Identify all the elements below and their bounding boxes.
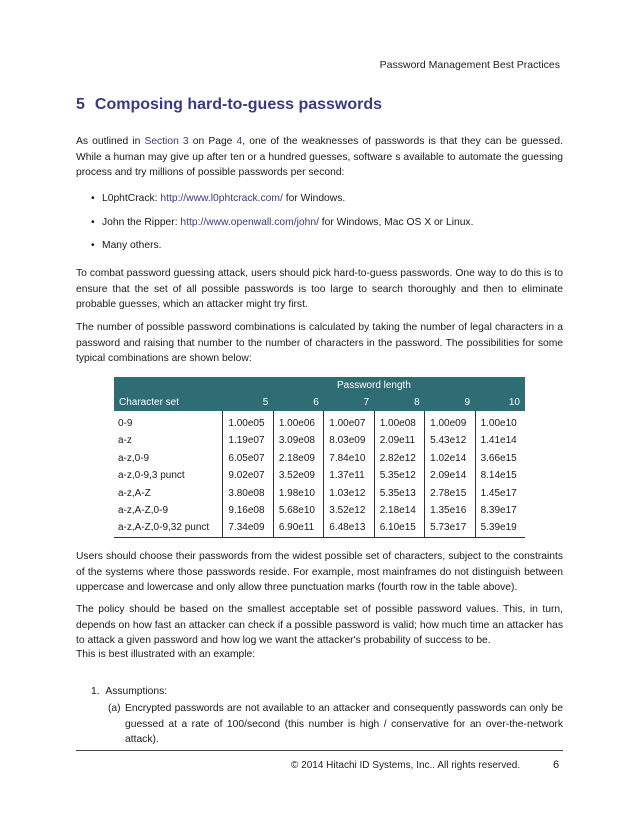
- value-cell: 3.52e12: [324, 502, 374, 519]
- combinations-paragraph: The number of possible password combinations is calculated by taking the number of legal characters in a password and raising that number to the number of characters in the password. The possibilities for some typical combinations are shown below:: [76, 322, 563, 365]
- section-number: 5: [76, 96, 85, 113]
- charset-cell: a-z,A-Z,0-9,32 punct: [114, 519, 223, 537]
- table-row: [114, 450, 525, 467]
- value-cell: 8.39e17: [475, 502, 525, 519]
- value-cell: 1.37e11: [324, 467, 374, 484]
- value-cell: 1.00e10: [475, 411, 525, 432]
- numbered-list-item: [91, 686, 167, 697]
- table-row: [114, 432, 525, 449]
- header-corner: [114, 377, 223, 394]
- tools-list: [91, 191, 561, 262]
- value-cell: 3.80e08: [223, 485, 273, 502]
- footer-divider: [76, 750, 563, 751]
- value-cell: 1.00e09: [425, 411, 475, 432]
- john-the-ripper-link[interactable]: http://www.openwall.com/john/: [180, 216, 319, 228]
- list-item-number: 1.: [91, 686, 100, 697]
- charset-cell: 0-9: [118, 418, 133, 429]
- value-cell: 1.19e07: [223, 432, 273, 449]
- value-cell: 5.68e10: [273, 502, 323, 519]
- length-header: 7: [324, 394, 374, 411]
- value-cell: 3.66e15: [475, 450, 525, 467]
- bullet-icon: •: [91, 216, 95, 228]
- table-header-row: [114, 377, 525, 394]
- users-paragraph: Users should choose their passwords from the widest possible set of characters, subject to the constraints of the systems where those passwords reside. For example, most mainframes do not distinguish between uppercase and lowercase and only allow three punctuation marks (fourth row in the table above).: [76, 551, 563, 594]
- page-number: 6: [553, 759, 560, 771]
- footer-copyright: © 2014 Hitachi ID Systems, Inc.. All rights reserved.: [291, 760, 521, 771]
- tool-name: Many others.: [102, 240, 162, 251]
- value-cell: 2.78e15: [425, 485, 475, 502]
- section-title: Composing hard-to-guess passwords: [94, 96, 383, 113]
- value-cell: 9.16e08: [223, 502, 273, 519]
- charset-cell: a-z,0-9: [118, 452, 150, 464]
- value-cell: 9.02e07: [223, 467, 273, 484]
- list-item: [91, 238, 561, 262]
- value-cell: 1.98e10: [273, 485, 323, 502]
- list-item: [91, 215, 561, 239]
- intro-text-2: on Page: [188, 136, 237, 147]
- value-cell: 1.45e17: [475, 485, 525, 502]
- value-cell: 5.43e12: [425, 432, 475, 449]
- tool-name: L0phtCrack:: [102, 193, 161, 204]
- value-cell: 1.02e14: [425, 450, 475, 467]
- table-row: [114, 467, 525, 484]
- value-cell: 7.84e10: [324, 450, 374, 467]
- sub-list-item: [108, 701, 563, 748]
- value-cell: 1.00e07: [324, 411, 374, 432]
- value-cell: 8.03e09: [324, 432, 374, 449]
- section-heading: [76, 96, 382, 114]
- value-cell: 1.35e16: [425, 502, 475, 519]
- value-cell: 6.48e13: [324, 519, 374, 537]
- running-header: Password Management Best Practices: [379, 59, 560, 71]
- intro-text-3: , one of the weaknesses of passwords is that they can be guessed. While a human may give up after ten or a hundred guesses, software s available to automate the guessing process and try millions of possible passwords per second:: [76, 136, 563, 179]
- value-cell: 5.73e17: [425, 519, 475, 537]
- charset-cell: a-z,A-Z: [118, 487, 151, 499]
- sub-item-text: Encrypted passwords are not available to an attacker and consequently passwords can only be guessed at a rate of 100/second (this number is high / conservative for an over-the-network attack).: [125, 703, 563, 746]
- charset-cell: a-z,0-9,3 punct: [118, 470, 185, 482]
- value-cell: 3.09e08: [273, 432, 323, 449]
- length-header: 8: [374, 394, 424, 411]
- tool-name: John the Ripper:: [102, 216, 181, 228]
- value-cell: 7.34e09: [223, 519, 273, 537]
- password-combinations-table: [114, 377, 525, 538]
- value-cell: 5.35e13: [374, 485, 424, 502]
- page-4-link[interactable]: 4: [236, 136, 243, 147]
- table-subheader-row: [114, 394, 525, 411]
- length-header: 5: [223, 394, 273, 411]
- table-row: [114, 411, 525, 432]
- value-cell: 1.00e08: [374, 411, 424, 432]
- value-cell: 1.00e05: [223, 411, 273, 432]
- length-header: 9: [425, 394, 475, 411]
- charset-cell: a-z: [118, 435, 132, 447]
- value-cell: 2.18e09: [273, 450, 323, 467]
- list-item-label: Assumptions:: [105, 686, 168, 697]
- table-row: [114, 519, 525, 537]
- value-cell: 2.82e12: [374, 450, 424, 467]
- tool-platform: for Windows, Mac OS X or Linux.: [318, 216, 474, 228]
- value-cell: 1.03e12: [324, 485, 374, 502]
- l0phtcrack-link[interactable]: http://www.l0phtcrack.com/: [160, 193, 283, 204]
- table-row: [114, 485, 525, 502]
- value-cell: 6.05e07: [223, 450, 273, 467]
- intro-paragraph: [76, 134, 563, 181]
- value-cell: 2.09e14: [425, 467, 475, 484]
- value-cell: 1.41e14: [475, 432, 525, 449]
- character-set-header: Character set: [114, 394, 223, 411]
- bullet-icon: •: [91, 240, 95, 251]
- value-cell: 2.18e14: [374, 502, 424, 519]
- value-cell: 5.39e19: [475, 519, 525, 537]
- length-header: 10: [475, 394, 525, 411]
- bullet-icon: •: [91, 193, 95, 204]
- policy-paragraph: The policy should be based on the smallest acceptable set of possible password values. This, in turn, depends on how fast an attacker can check if a possible password is valid; how much time an attacker has to attack a given password and how log we want the attacker's probability of success to be.: [76, 604, 563, 647]
- length-header: 6: [273, 394, 323, 411]
- password-length-header: Password length: [223, 377, 525, 394]
- intro-text-1: As outlined in: [76, 136, 145, 147]
- charset-cell: a-z,A-Z,0-9: [118, 505, 169, 517]
- value-cell: 3.52e09: [273, 467, 323, 484]
- list-item: [91, 191, 561, 215]
- value-cell: 8.14e15: [475, 467, 525, 484]
- section-3-link[interactable]: Section 3: [144, 136, 189, 147]
- value-cell: 1.00e06: [273, 411, 323, 432]
- example-paragraph: This is best illustrated with an example:: [76, 649, 256, 660]
- sub-item-marker: (a): [108, 703, 121, 714]
- value-cell: 6.90e11: [273, 519, 323, 537]
- value-cell: 2.09e11: [374, 432, 424, 449]
- tool-platform: for Windows.: [282, 193, 346, 204]
- value-cell: 6.10e15: [374, 519, 424, 537]
- table-row: [114, 502, 525, 519]
- value-cell: 5.35e12: [374, 467, 424, 484]
- combat-paragraph: To combat password guessing attack, users should pick hard-to-guess passwords. One way to do this is to ensure that the set of all possible passwords is too large to search thoroughly and then to eliminate probable guesses, which an attacker might try first.: [76, 268, 563, 311]
